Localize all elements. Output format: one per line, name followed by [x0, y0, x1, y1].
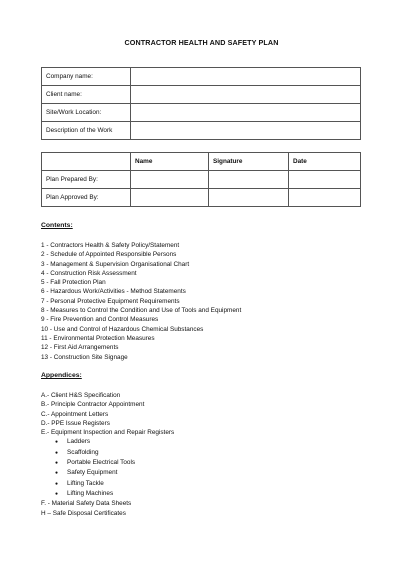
work-description-label: Description of the Work [42, 122, 131, 140]
company-name-field[interactable] [131, 68, 361, 86]
sub-list-item [41, 468, 174, 478]
table-row [42, 86, 361, 104]
sub-list-item [41, 479, 174, 489]
list-item-text: Ladders [67, 438, 91, 446]
list-item [41, 509, 174, 518]
list-item: 10 - Use and Control of Hazardous Chemical Substances [41, 325, 204, 333]
contents-heading: Contents: [41, 222, 73, 229]
bullet-icon: ● [55, 490, 59, 497]
header-signature: Signature [209, 153, 289, 171]
bullet-icon: ● [55, 449, 59, 456]
table-row [42, 104, 361, 122]
prepared-date-field[interactable] [289, 171, 361, 189]
list-item-text: H – Safe Disposal Certificates [41, 509, 126, 517]
list-item [41, 499, 174, 508]
approved-name-field[interactable] [131, 189, 209, 207]
list-item-text: D.- PPE Issue Registers [41, 419, 110, 427]
approved-date-field[interactable] [289, 189, 361, 207]
bullet-icon: ● [55, 439, 59, 446]
prepared-name-field[interactable] [131, 171, 209, 189]
list-item [41, 400, 174, 409]
company-name-label: Company name: [42, 68, 131, 86]
header-name: Name [131, 153, 209, 171]
sub-list-item [41, 458, 174, 468]
sub-list-item [41, 437, 174, 447]
list-item-text: Portable Electrical Tools [67, 459, 136, 467]
company-info-table [41, 67, 361, 140]
bullet-icon: ● [55, 460, 59, 467]
site-location-field[interactable] [131, 104, 361, 122]
table-row [42, 122, 361, 140]
header-blank [42, 153, 131, 171]
plan-prepared-by-label: Plan Prepared By: [42, 171, 131, 189]
list-item: 3 - Management & Supervision Organisational Chart [41, 260, 190, 268]
contents-list [41, 241, 241, 362]
work-description-field[interactable] [131, 122, 361, 140]
bullet-icon: ● [55, 480, 59, 487]
table-row [42, 171, 361, 189]
plan-signature-table [41, 152, 361, 207]
list-item: 5 - Fall Protection Plan [41, 279, 106, 287]
list-item: 12 - First Aid Arrangements [41, 344, 119, 352]
table-row [42, 68, 361, 86]
list-item: 4 - Construction Risk Assessment [41, 269, 137, 277]
bullet-icon: ● [55, 470, 59, 477]
table-header-row [42, 153, 361, 171]
prepared-signature-field[interactable] [209, 171, 289, 189]
list-item-text: C.- Appointment Letters [41, 410, 109, 418]
list-item-text: Safety Equipment [67, 469, 118, 477]
list-item [41, 419, 174, 428]
list-item-text: Lifting Tackle [67, 479, 104, 487]
list-item [41, 428, 174, 437]
list-item-text: Scaffolding [67, 448, 99, 456]
list-item: 11 - Environmental Protection Measures [41, 334, 155, 342]
list-item: 8 - Measures to Control the Condition and Use of Tools and Equipment [41, 307, 242, 315]
approved-signature-field[interactable] [209, 189, 289, 207]
client-name-field[interactable] [131, 86, 361, 104]
list-item: 6 - Hazardous Work/Activities - Method Statements [41, 288, 186, 296]
list-item-text: A.- Client H&S Specification [41, 392, 121, 399]
list-item: 2 - Schedule of Appointed Responsible Persons [41, 251, 177, 259]
appendices-heading: Appendices: [41, 372, 82, 379]
list-item [41, 410, 174, 419]
list-item-text: F. - Material Safety Data Sheets [41, 500, 132, 508]
list-item-text: Lifting Machines [67, 489, 114, 497]
list-item [41, 391, 174, 400]
list-item-text: B.- Principle Contractor Appointment [41, 401, 145, 409]
sub-list-item [41, 448, 174, 458]
list-item: 9 - Fire Prevention and Control Measures [41, 316, 159, 324]
sub-list-item [41, 489, 174, 499]
appendices-list [41, 391, 174, 518]
table-row [42, 189, 361, 207]
list-item-text: E.- Equipment Inspection and Repair Registers [41, 429, 175, 437]
list-item: 7 - Personal Protective Equipment Requirements [41, 297, 180, 305]
list-item: 13 - Construction Site Signage [41, 353, 128, 361]
list-item: 1 - Contractors Health & Safety Policy/Statement [41, 242, 180, 249]
header-date: Date [289, 153, 361, 171]
client-name-label: Client name: [42, 86, 131, 104]
document-title: CONTRACTOR HEALTH AND SAFETY PLAN [124, 38, 279, 47]
site-location-label: Site/Work Location: [42, 104, 131, 122]
plan-approved-by-label: Plan Approved By: [42, 189, 131, 207]
